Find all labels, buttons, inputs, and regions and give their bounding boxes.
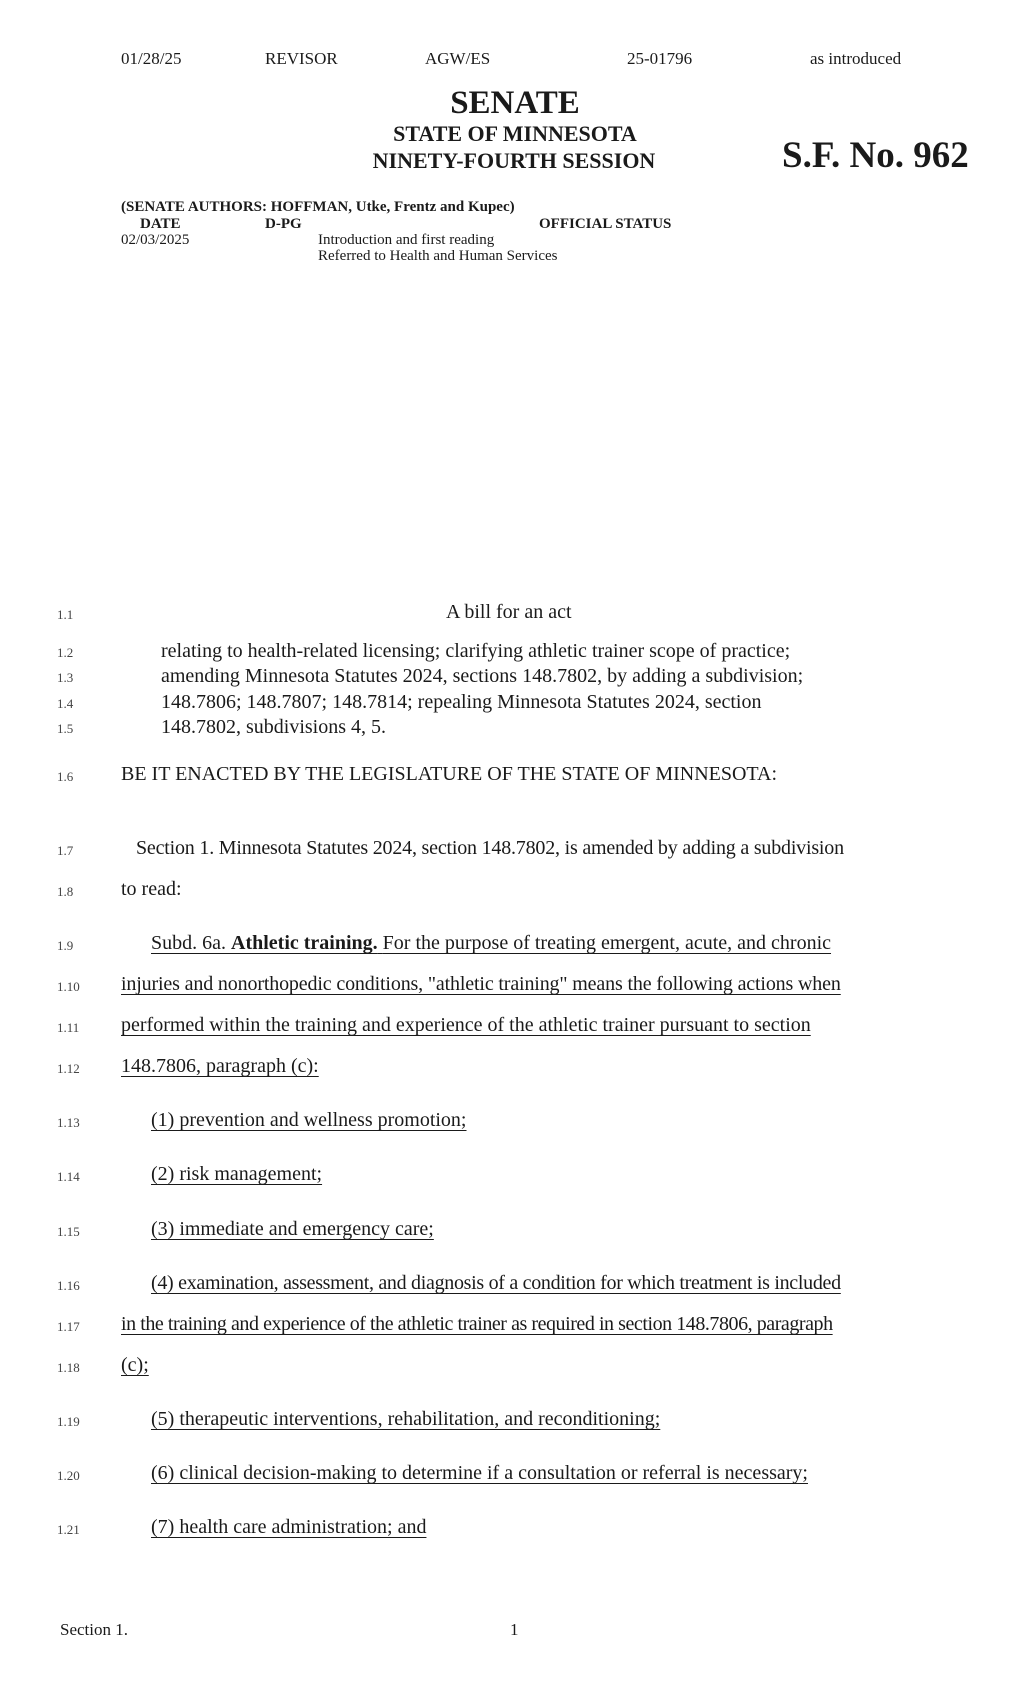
line-number: 1.6	[57, 769, 74, 784]
line-number: 1.9	[57, 938, 74, 953]
line-number: 1.3	[57, 670, 74, 685]
state-title: STATE OF MINNESOTA	[393, 121, 637, 146]
line-number: 1.7	[57, 843, 74, 858]
chamber-title: SENATE	[450, 85, 580, 121]
status-action: Referred to Health and Human Services	[318, 248, 558, 264]
line-number: 1.14	[57, 1169, 80, 1184]
bill-line: (c);	[121, 1354, 149, 1376]
bill-line: in the training and experience of the athletic trainer as required in section 148.7806, paragraph	[121, 1313, 833, 1335]
bill-line: amending Minnesota Statutes 2024, sections 148.7802, by adding a subdivision;	[161, 665, 804, 687]
list-item: (1) prevention and wellness promotion;	[151, 1109, 467, 1131]
line-number: 1.8	[57, 884, 74, 899]
line-number: 1.11	[57, 1020, 80, 1035]
subdivision-heading: Athletic training.	[231, 932, 378, 954]
col-date-heading: DATE	[140, 216, 181, 232]
subdivision-number: Subd. 6a.	[151, 932, 226, 954]
line-number: 1.10	[57, 979, 80, 994]
status-action: Introduction and first reading	[318, 232, 495, 248]
bill-line: 148.7806; 148.7807; 148.7814; repealing Minnesota Statutes 2024, section	[161, 691, 762, 713]
bill-line: injuries and nonorthopedic conditions, "athletic training" means the following actions when	[121, 973, 841, 995]
list-item: (5) therapeutic interventions, rehabilitation, and reconditioning;	[151, 1408, 661, 1430]
header-status: as introduced	[810, 49, 902, 68]
line-number: 1.16	[57, 1278, 80, 1293]
header-revisor: REVISOR	[265, 49, 338, 68]
line-number: 1.13	[57, 1115, 80, 1130]
header-drafter: AGW/ES	[425, 49, 491, 68]
line-number: 1.18	[57, 1360, 80, 1375]
enacting-clause: BE IT ENACTED BY THE LEGISLATURE OF THE STATE OF MINNESOTA:	[121, 763, 778, 785]
header-date: 01/28/25	[121, 49, 182, 68]
list-item: (6) clinical decision-making to determine if a consultation or referral is necessary;	[151, 1462, 808, 1484]
line-number: 1.17	[57, 1319, 80, 1334]
line-number: 1.4	[57, 696, 74, 711]
bill-line: 148.7802, subdivisions 4, 5.	[161, 716, 387, 738]
line-number: 1.12	[57, 1061, 80, 1076]
bill-line: 148.7806, paragraph (c):	[121, 1055, 319, 1077]
bill-line: performed within the training and experience of the athletic trainer pursuant to section	[121, 1014, 811, 1036]
header-doc-number: 25-01796	[627, 49, 693, 68]
senate-authors: (SENATE AUTHORS: HOFFMAN, Utke, Frentz and Kupec)	[121, 199, 515, 215]
line-number: 1.15	[57, 1224, 80, 1239]
bill-number: S.F. No. 962	[782, 135, 969, 176]
line-number: 1.20	[57, 1468, 80, 1483]
line-number: 1.5	[57, 721, 74, 736]
list-item: (4) examination, assessment, and diagnosis of a condition for which treatment is included	[151, 1272, 841, 1294]
subdivision-line	[151, 932, 831, 955]
line-number: 1.1	[57, 607, 74, 622]
footer-section: Section 1.	[60, 1620, 128, 1639]
line-number: 1.19	[57, 1414, 80, 1429]
line-number: 1.21	[57, 1522, 80, 1537]
section-intro: Section 1. Minnesota Statutes 2024, section 148.7802, is amended by adding a subdivision	[136, 837, 844, 859]
bill-title: A bill for an act	[446, 601, 572, 623]
col-dpg-heading: D-PG	[265, 216, 302, 232]
session-title: NINETY-FOURTH SESSION	[372, 148, 656, 173]
bill-line: to read:	[121, 878, 182, 900]
list-item: (3) immediate and emergency care;	[151, 1218, 434, 1240]
bill-line: relating to health-related licensing; clarifying athletic trainer scope of practice;	[161, 640, 791, 662]
line-number: 1.2	[57, 645, 74, 660]
status-date: 02/03/2025	[121, 232, 190, 248]
page-number: 1	[510, 1620, 519, 1639]
list-item: (7) health care administration; and	[151, 1516, 427, 1538]
subdivision-text: For the purpose of treating emergent, acute, and chronic	[382, 932, 832, 954]
list-item: (2) risk management;	[151, 1163, 323, 1185]
col-status-heading: OFFICIAL STATUS	[539, 216, 672, 232]
